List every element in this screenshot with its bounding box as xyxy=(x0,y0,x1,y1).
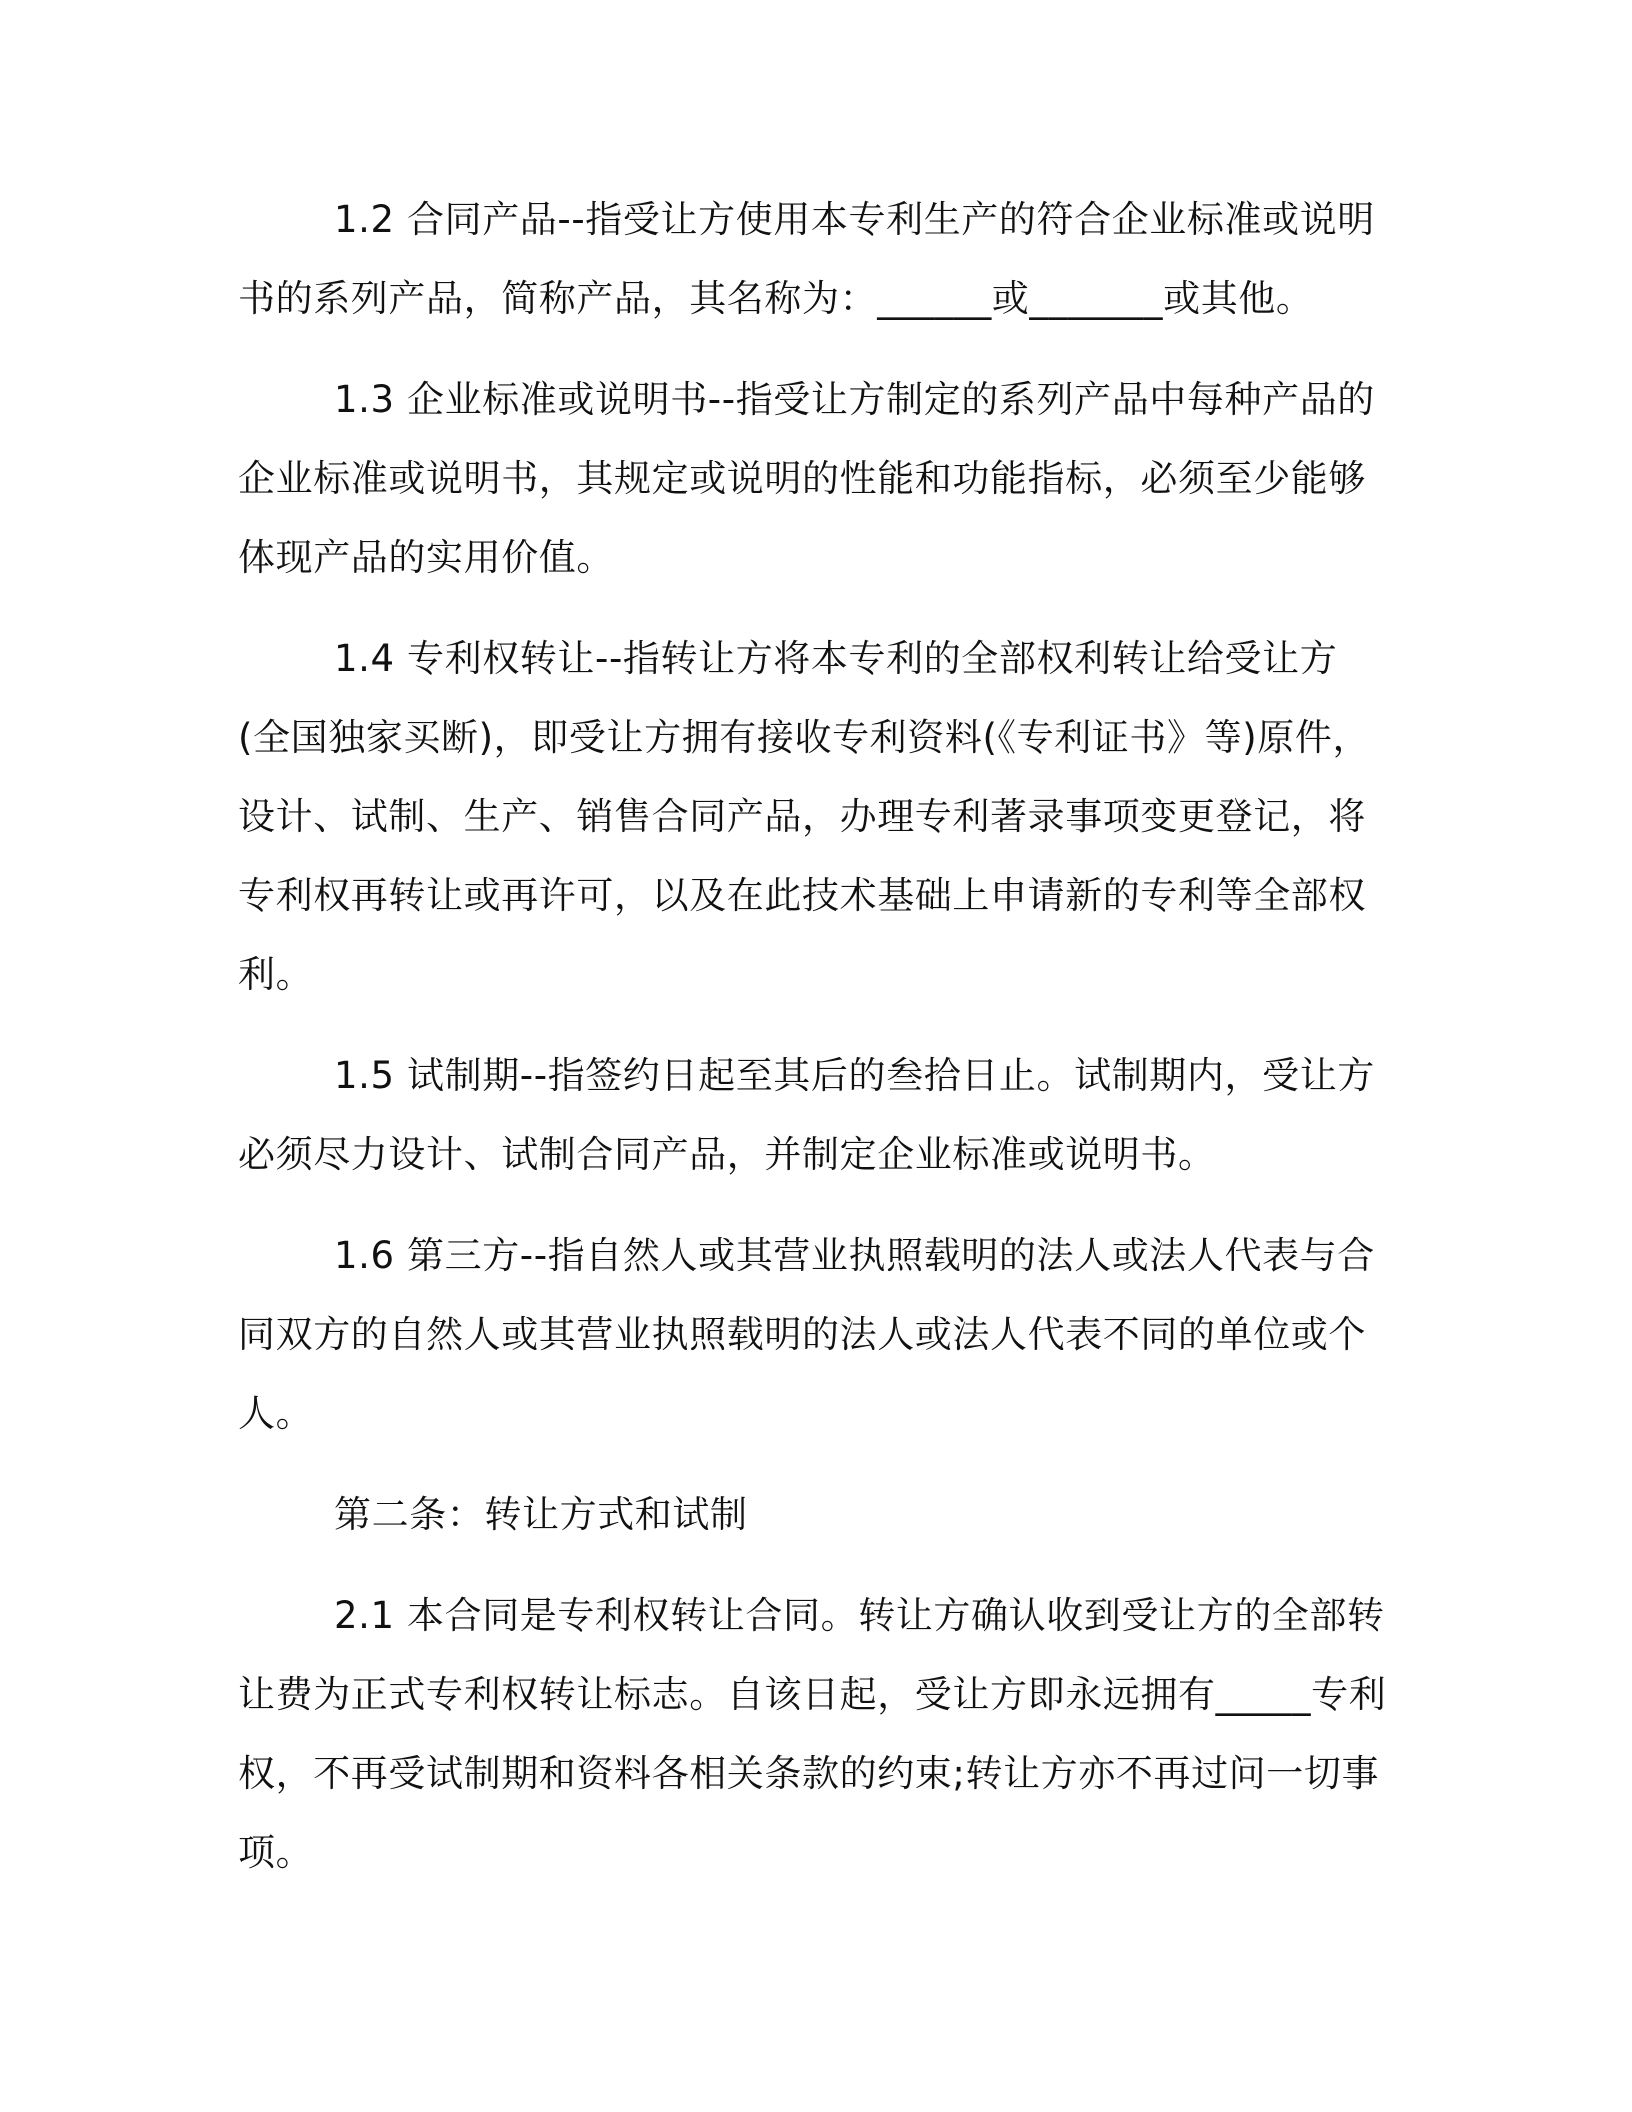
clause-1-6: 1.6 第三方--指自然人或其营业执照载明的法人或法人代表与合同双方的自然人或其营业执照载明的法人或法人代表不同的单位或个人。 xyxy=(238,1234,1375,1435)
clause-1-2: 1.2 合同产品--指受让方使用本专利生产的符合企业标准或说明书的系列产品，简称产品，其名称为：______或_______或其他。 xyxy=(238,198,1375,320)
section-heading: 第二条：转让方式和试制 xyxy=(334,1493,748,1536)
clause-2-1: 2.1 本合同是专利权转让合同。转让方确认收到受让方的全部转让费为正式专利权转让标志。自该日起，受让方即永远拥有_____专利权，不再受试制期和资料各相关条款的约束;转让方亦不再过问一切事项。 xyxy=(238,1594,1387,1874)
clause-1-5: 1.5 试制期--指签约日起至其后的叁拾日止。试制期内，受让方必须尽力设计、试制合同产品，并制定企业标准或说明书。 xyxy=(238,1054,1375,1176)
clause-1-4: 1.4 专利权转让--指转让方将本专利的全部权利转让给受让方(全国独家买断)，即受让方拥有接收专利资料(《专利证书》等)原件，设计、试制、生产、销售合同产品，办理专利著录事项变更登记，将专利权再转让或再许可，以及在此技术基础上申请新的专利等全部权利。 xyxy=(238,637,1371,996)
clause-1-3: 1.3 企业标准或说明书--指受让方制定的系列产品中每种产品的企业标准或说明书，其规定或说明的性能和功能指标，必须至少能够体现产品的实用价值。 xyxy=(238,378,1375,579)
document-body xyxy=(238,180,1388,1892)
